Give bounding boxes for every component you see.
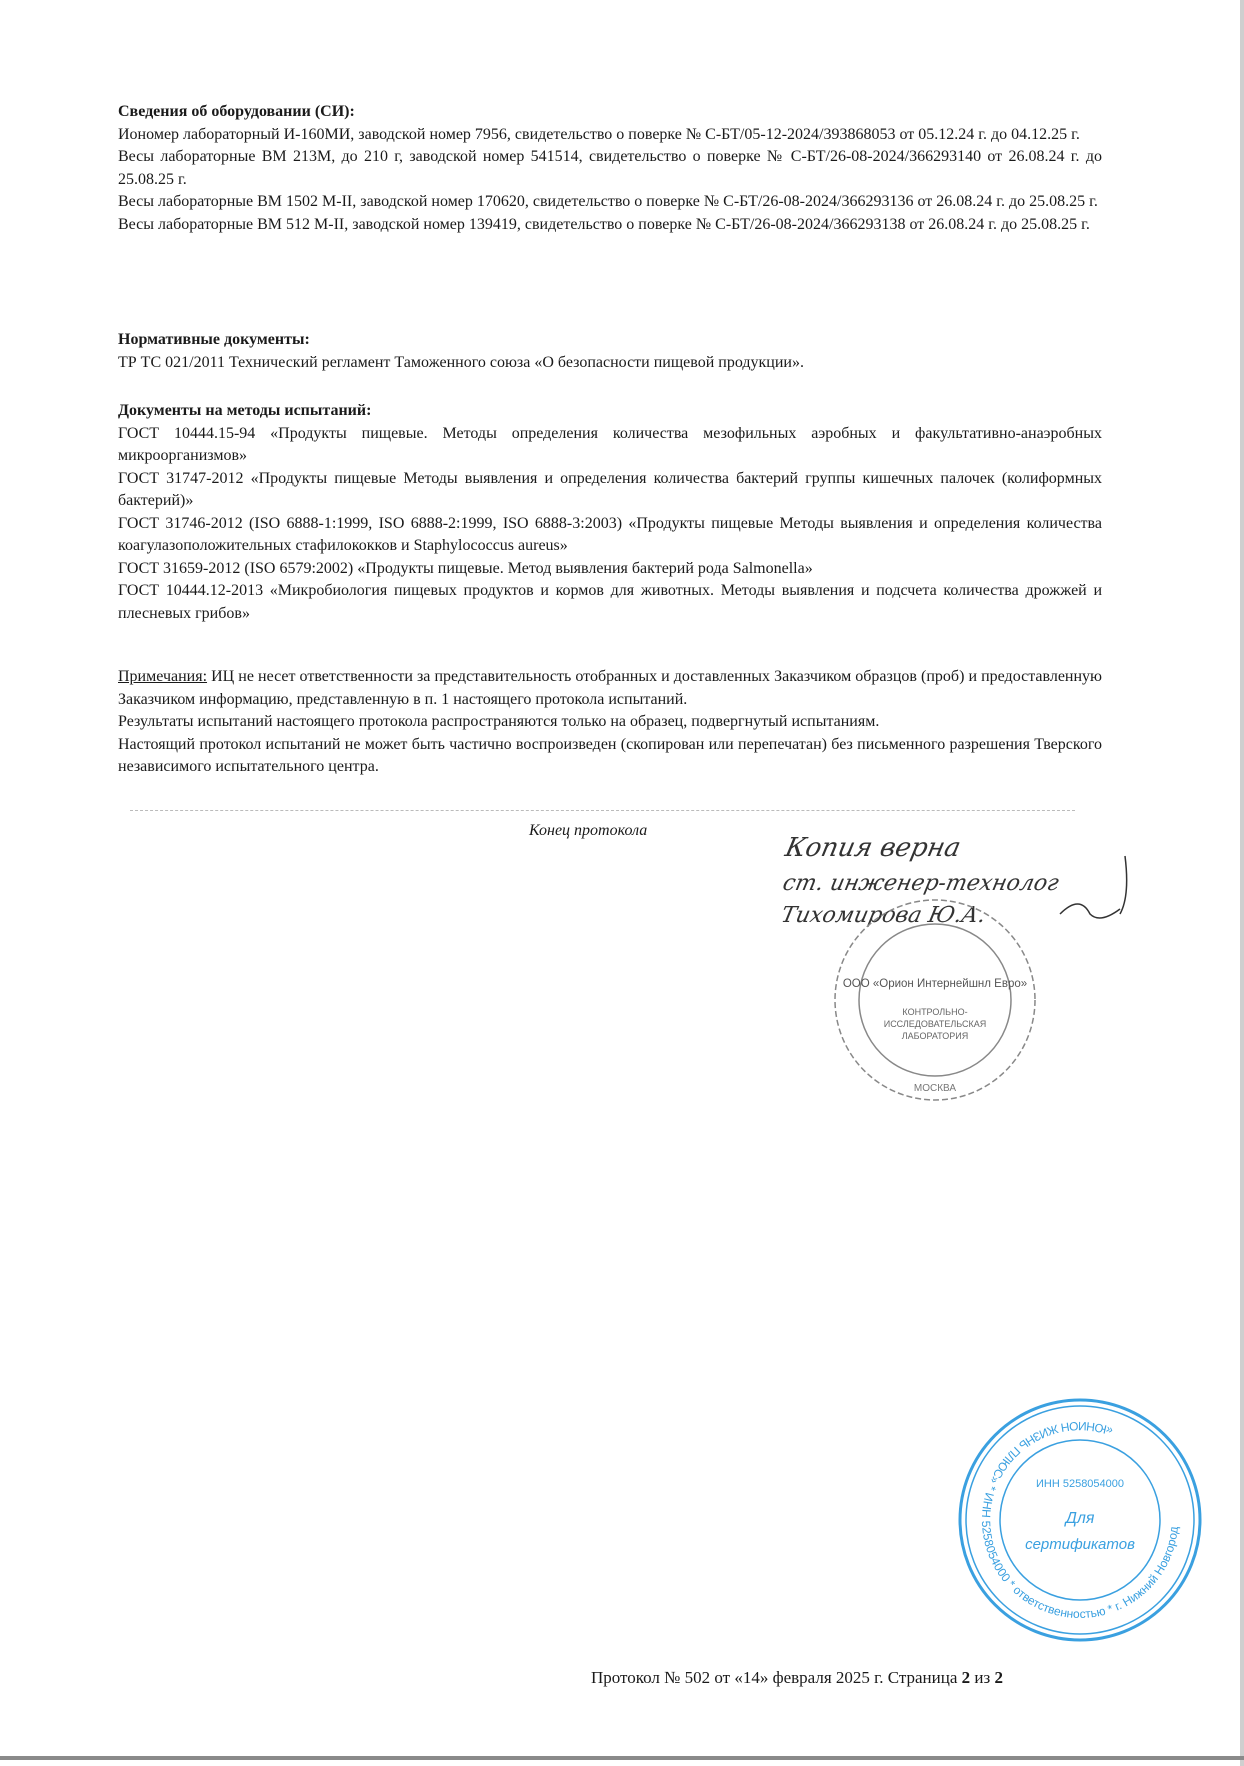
stamp-inn: ИНН 5258054000 bbox=[1035, 1478, 1125, 1490]
section-heading: Сведения об оборудовании (СИ): bbox=[118, 103, 355, 120]
equipment-section bbox=[118, 101, 1102, 236]
stamp-ring-text: «ЮНИОН ЖИЗНЬ ПЛЮС» * ИНН 5258054000 * ответственностью * г. Нижний Новгород bbox=[978, 1418, 1181, 1622]
equipment-item: Весы лабораторные ВМ 512 М-II, заводской номер 139419, свидетельство о поверке № С-БТ/26-08-2024/366293138 от 26.08.24 г. до 25.08.25 г. bbox=[118, 215, 1090, 233]
normative-section bbox=[118, 329, 1102, 374]
notes-label: Примечания: bbox=[118, 668, 208, 685]
method-item: ГОСТ 10444.15-94 «Продукты пищевые. Методы определения количества мезофильных аэробных и факультативно-анаэробных микроорганизмов» bbox=[118, 424, 1102, 464]
signature bbox=[1060, 856, 1127, 918]
footer-text: Протокол № 502 от «14» февраля 2025 г. Страница bbox=[591, 1668, 962, 1687]
stamp-center: сертификатов bbox=[1025, 1536, 1135, 1553]
note-item: Результаты испытаний настоящего протокола распространяются только на образец, подвергнутый испытаниям. bbox=[118, 713, 880, 730]
handwriting-line: Тихомирова Ю.А. bbox=[778, 902, 989, 928]
method-item: ГОСТ 31659-2012 (ISO 6579:2002) «Продукты пищевые. Метод выявления бактерий рода Salmonella» bbox=[118, 559, 813, 577]
footer-of: из bbox=[970, 1668, 995, 1687]
note-item: Настоящий протокол испытаний не может быть частично воспроизведен (скопирован или перепечатан) без письменного разрешения Тверского независимого испытательного центра. bbox=[118, 735, 1102, 775]
page-number: 2 bbox=[961, 1668, 971, 1687]
notes-section bbox=[118, 666, 1102, 779]
section-heading: Документы на методы испытаний: bbox=[118, 402, 372, 419]
end-of-protocol: Конец протокола bbox=[529, 822, 648, 839]
method-item: ГОСТ 31747-2012 «Продукты пищевые Методы выявления и определения количества бактерий группы кишечных палочек (колиформных бактерий)» bbox=[118, 469, 1102, 509]
stamp-city: МОСКВА bbox=[913, 1083, 957, 1094]
page-edge bbox=[1240, 0, 1244, 1766]
notes-text: ИЦ не несет ответственности за представительность отобранных и доставленных Заказчиком образцов (проб) и предоставленную Заказчиком информацию, представленную в п. 1 настоящего протокола испытаний. bbox=[118, 668, 1102, 708]
stamp-center: Для bbox=[1065, 1510, 1095, 1527]
normative-item: ТР ТС 021/2011 Технический регламент Таможенного союза «О безопасности пищевой продукции». bbox=[118, 353, 804, 371]
page-edge bbox=[0, 1756, 1244, 1760]
handwriting-line: Копия верна bbox=[782, 833, 964, 863]
stamp-line: ИССЛЕДОВАТЕЛЬСКАЯ bbox=[883, 1019, 987, 1029]
equipment-item: Весы лабораторные ВМ 1502 М-II, заводской номер 170620, свидетельство о поверке № С-БТ/26-08-2024/366293136 от 26.08.24 г. до 25.08.25 г. bbox=[118, 193, 1098, 210]
equipment-item: Весы лабораторные ВМ 213М, до 210 г, заводской номер 541514, свидетельство о поверке № С-БТ/26-08-2024/366293140 от 26.08.24 г. до 25.08.25 г. bbox=[118, 148, 1102, 188]
stamp-org: ООО «Орион Интернейшнл Евро» bbox=[842, 978, 1028, 990]
page-total: 2 bbox=[994, 1668, 1003, 1687]
methods-section bbox=[118, 400, 1102, 625]
stamp-line: КОНТРОЛЬНО- bbox=[902, 1007, 968, 1017]
method-item: ГОСТ 10444.12-2013 «Микробиология пищевых продуктов и кормов для животных. Методы выявления и подсчета количества дрожжей и плесневых грибов» bbox=[118, 582, 1102, 622]
separator-line bbox=[130, 810, 1075, 811]
stamp-line: ЛАБОРАТОРИЯ bbox=[901, 1031, 969, 1041]
handwriting-line: ст. инженер-технолог bbox=[780, 870, 1062, 896]
method-item: ГОСТ 31746-2012 (ISO 6888-1:1999, ISO 6888-2:1999, ISO 6888-3:2003) «Продукты пищевые Методы выявления и определения количества коагулазоположительных стафилококков и Staphylococcus aureus» bbox=[118, 514, 1102, 554]
equipment-item: Иономер лабораторный И-160МИ, заводской номер 7956, свидетельство о поверке № С-БТ/05-12-2024/393868053 от 05.12.24 г. до 04.12.25 г. bbox=[118, 125, 1080, 143]
certification-stamp bbox=[955, 1395, 1205, 1645]
page-footer bbox=[591, 1668, 1003, 1688]
notes-first bbox=[118, 666, 1102, 711]
lab-stamp bbox=[830, 895, 1040, 1105]
section-heading: Нормативные документы: bbox=[118, 331, 310, 348]
